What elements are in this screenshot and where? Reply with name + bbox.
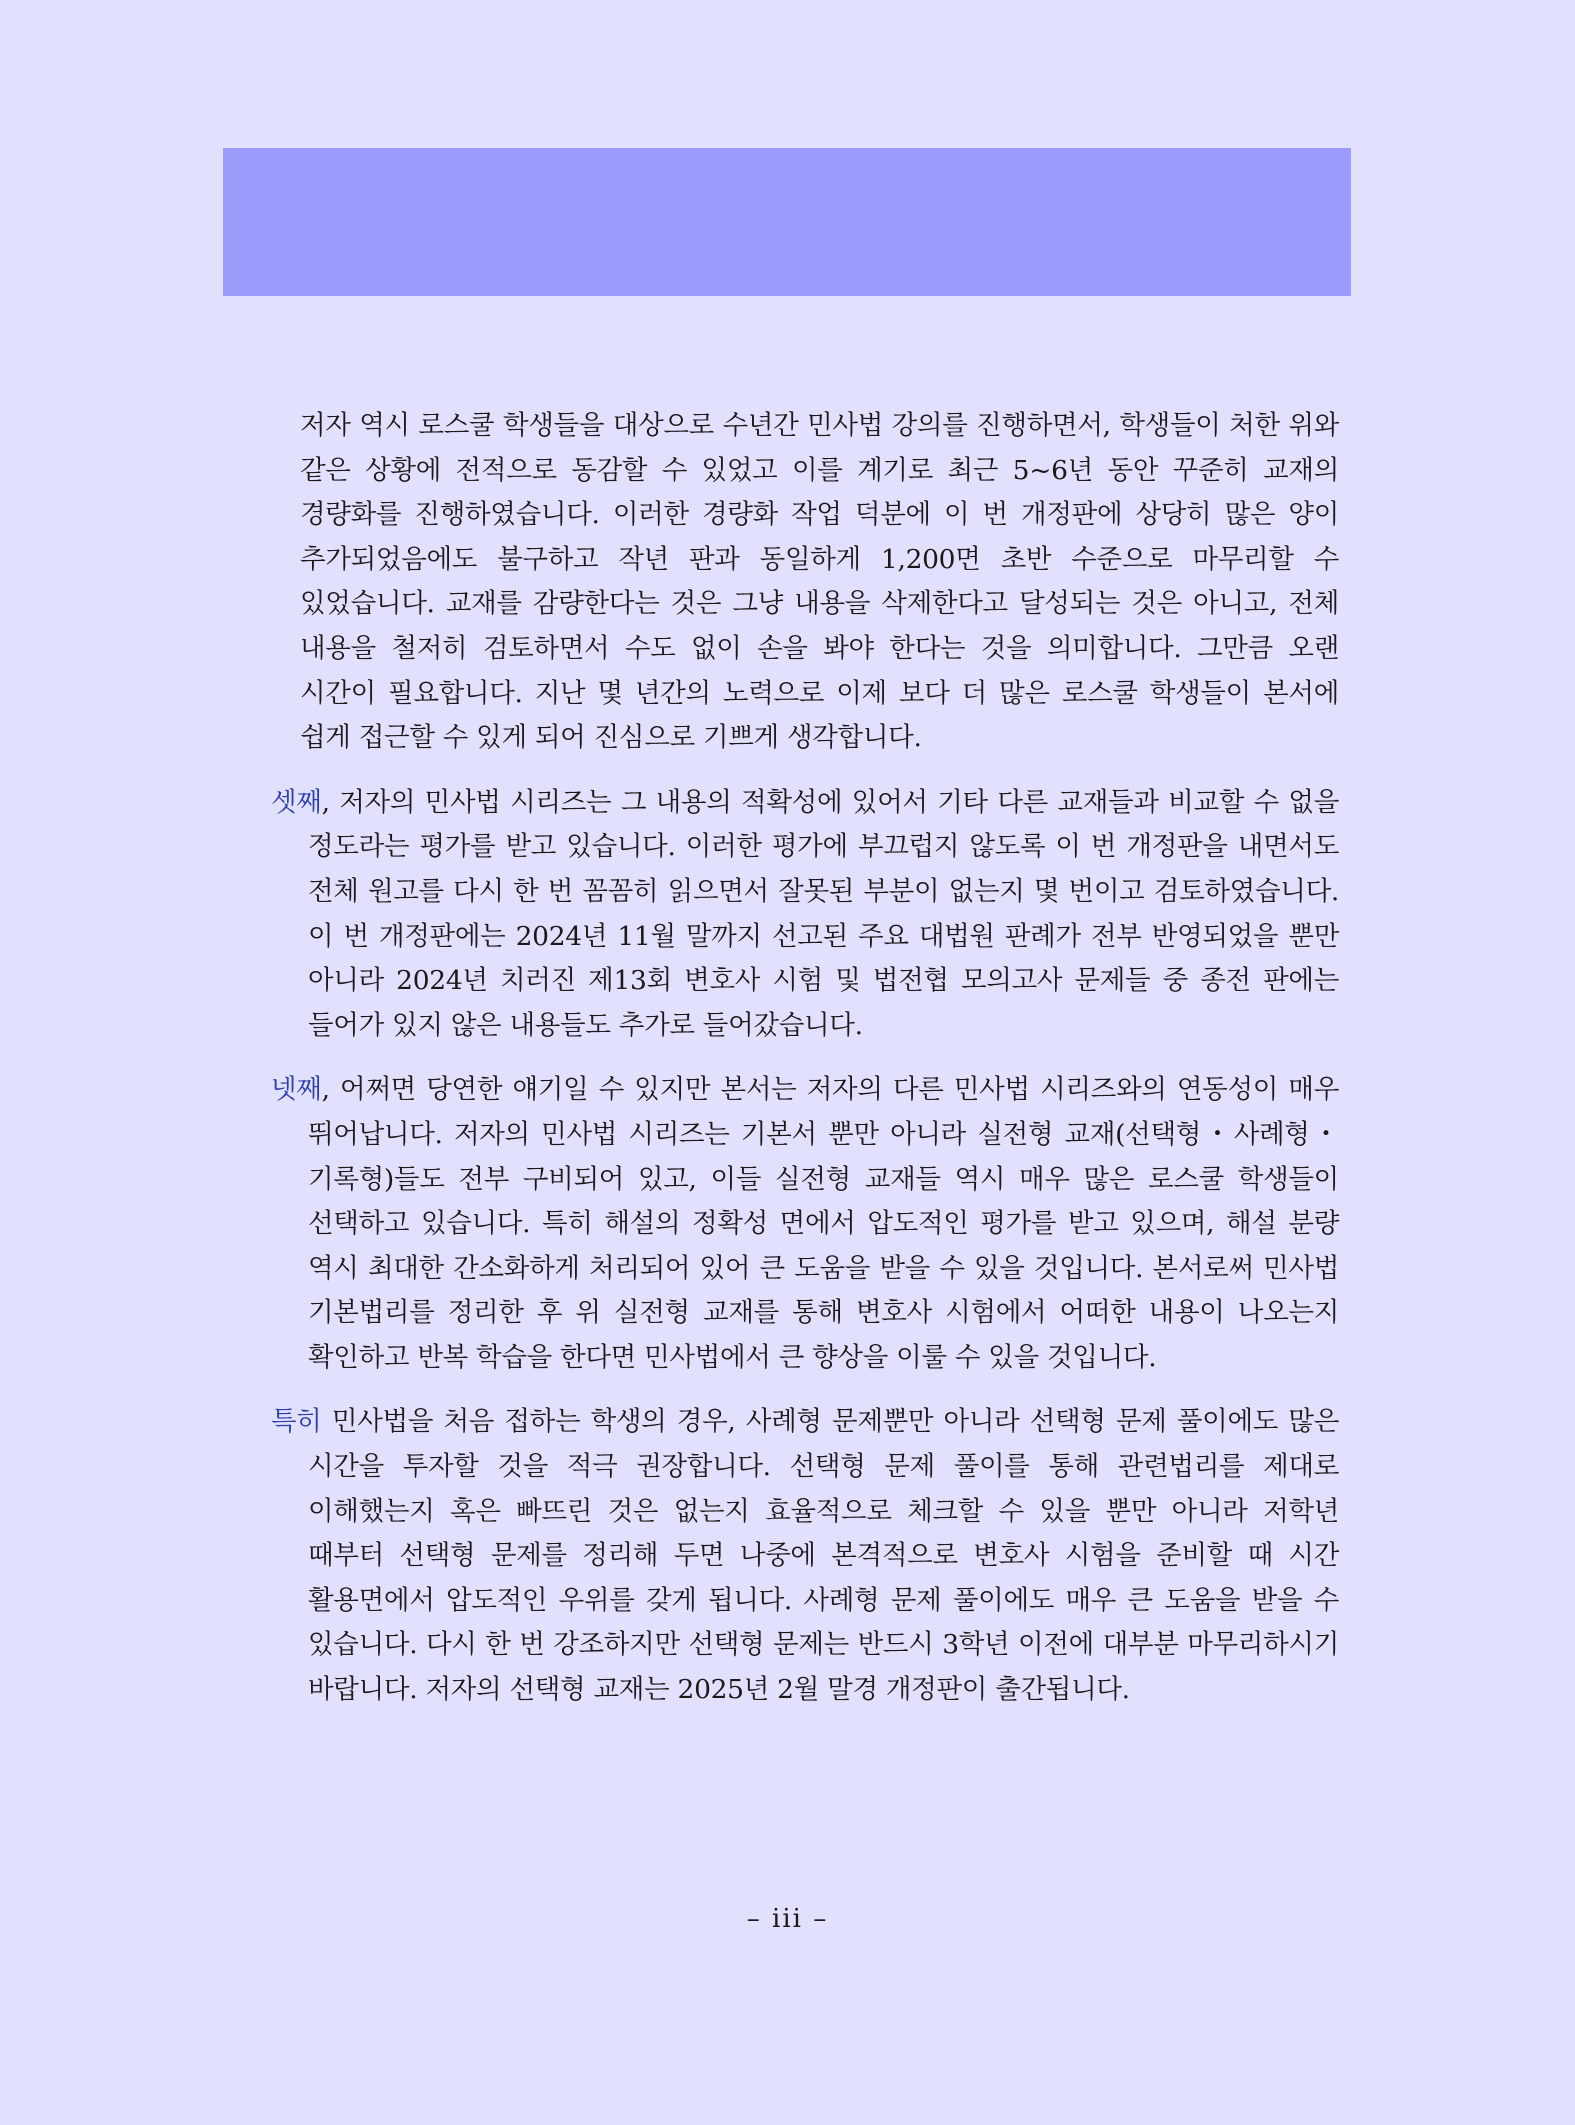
page-number: – iii –	[746, 1904, 829, 1934]
paragraph-fourth	[271, 1068, 1339, 1380]
lead-word-especially: 특히	[271, 1406, 322, 1438]
lead-word-third: 셋째	[271, 786, 322, 818]
page-body	[271, 404, 1339, 1733]
paragraph-intro: 저자 역시 로스쿨 학생들을 대상으로 수년간 민사법 강의를 진행하면서, 학생들이 처한 위와 같은 상황에 전적으로 동감할 수 있었고 이를 계기로 최근 5~6년 동안 꾸준히 교재의 경량화를 진행하였습니다. 이러한 경량화 작업 덕분에 이 번 개정판에 상당히 많은 양이 추가되었음에도 불구하고 작년 판과 동일하게 1,200면 초반 수준으로 마무리할 수 있었습니다. 교재를 감량한다는 것은 그냥 내용을 삭제한다고 달성되는 것은 아니고, 전체 내용을 철저히 검토하면서 수도 없이 손을 봐야 한다는 것을 의미합니다. 그만큼 오랜 시간이 필요합니다. 지난 몇 년간의 노력으로 이제 보다 더 많은 로스쿨 학생들이 본서에 쉽게 접근할 수 있게 되어 진심으로 기쁘게 생각합니다.	[300, 410, 1339, 754]
header-band	[223, 148, 1351, 296]
lead-word-fourth: 넷째	[271, 1074, 322, 1106]
paragraph-third-text: , 저자의 민사법 시리즈는 그 내용의 적확성에 있어서 기타 다른 교재들과 비교할 수 없을 정도라는 평가를 받고 있습니다. 이러한 평가에 부끄럽지 않도록 이 번 개정판을 내면서도 전체 원고를 다시 한 번 꼼꼼히 읽으면서 잘못된 부분이 없는지 몇 번이고 검토하였습니다. 이 번 개정판에는 2024년 11월 말까지 선고된 주요 대법원 판례가 전부 반영되었을 뿐만 아니라 2024년 치러진 제13회 변호사 시험 및 법전협 모의고사 문제들 중 종전 판에는 들어가 있지 않은 내용들도 추가로 들어갔습니다.	[308, 786, 1339, 1041]
paragraph-third	[271, 781, 1339, 1049]
paragraph-fourth-text: , 어쩌면 당연한 얘기일 수 있지만 본서는 저자의 다른 민사법 시리즈와의 연동성이 매우 뛰어납니다. 저자의 민사법 시리즈는 기본서 뿐만 아니라 실전형 교재(선택형・사례형・기록형)들도 전부 구비되어 있고, 이들 실전형 교재들 역시 매우 많은 로스쿨 학생들이 선택하고 있습니다. 특히 해설의 정확성 면에서 압도적인 평가를 받고 있으며, 해설 분량 역시 최대한 간소화하게 처리되어 있어 큰 도움을 받을 수 있을 것입니다. 본서로써 민사법 기본법리를 정리한 후 위 실전형 교재를 통해 변호사 시험에서 어떠한 내용이 나오는지 확인하고 반복 학습을 한다면 민사법에서 큰 향상을 이룰 수 있을 것입니다.	[308, 1074, 1339, 1373]
paragraph-especially-text: 민사법을 처음 접하는 학생의 경우, 사례형 문제뿐만 아니라 선택형 문제 풀이에도 많은 시간을 투자할 것을 적극 권장합니다. 선택형 문제 풀이를 통해 관련법리를 제대로 이해했는지 혹은 빠뜨린 것은 없는지 효율적으로 체크할 수 있을 뿐만 아니라 저학년 때부터 선택형 문제를 정리해 두면 나중에 본격적으로 변호사 시험을 준비할 때 시간 활용면에서 압도적인 우위를 갖게 됩니다. 사례형 문제 풀이에도 매우 큰 도움을 받을 수 있습니다. 다시 한 번 강조하지만 선택형 문제는 반드시 3학년 이전에 대부분 마무리하시기 바랍니다. 저자의 선택형 교재는 2025년 2월 말경 개정판이 출간됩니다.	[308, 1406, 1339, 1706]
paragraph-especially	[271, 1400, 1339, 1712]
